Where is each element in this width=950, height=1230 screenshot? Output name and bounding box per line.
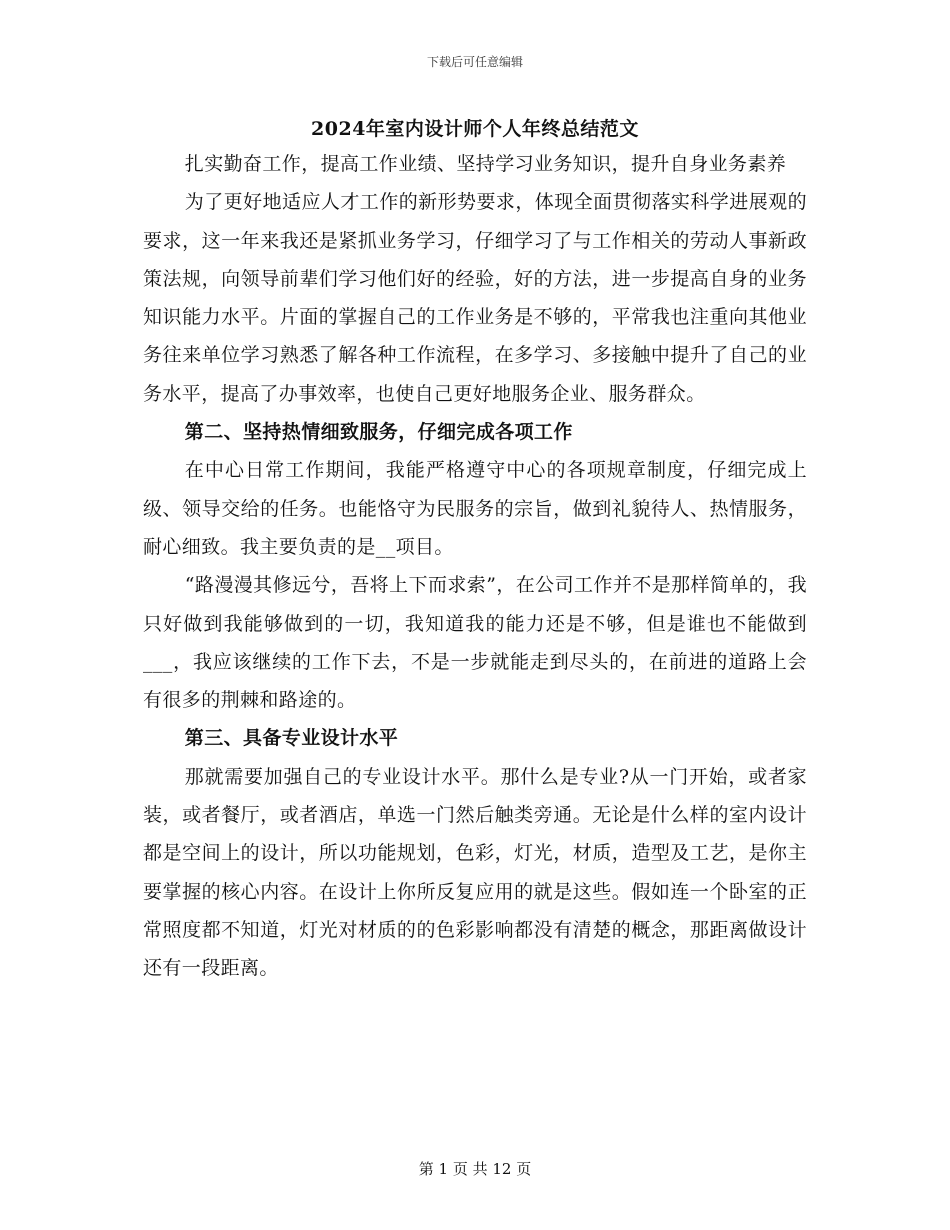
- paragraph-intro-heading: 扎实勤奋工作，提高工作业绩、坚持学习业务知识，提升自身业务素养: [184, 153, 787, 175]
- document-title: 2024年室内设计师个人年终总结范文: [311, 118, 639, 140]
- paragraph-service: 在中心日常工作期间，我能严格遵守中心的各项规章制度，仔细完成上级、领导交给的任务。也能恪守为民服务的宗旨，做到礼貌待人、热情服务，耐心细致。我主要负责的是__项目。: [143, 459, 807, 558]
- section-heading-design: 第三、具备专业设计水平: [184, 727, 399, 750]
- paragraph-design: 那就需要加强自己的专业设计水平。那什么是专业?从一门开始，或者家装，或者餐厅，或者酒店，单选一门然后触类旁通。无论是什么样的室内设计都是空间上的设计，所以功能规划，色彩，灯光，材质，造型及工艺，是你主要掌握的核心内容。在设计上你所反复应用的就是这些。假如连一个卧室的正常照度都不知道，灯光对材质的的色彩影响都没有清楚的概念，那距离做设计还有一段距离。: [143, 765, 807, 980]
- paragraph-study: 为了更好地适应人才工作的新形势要求，体现全面贯彻落实科学进展观的要求，这一年来我还是紧抓业务学习，仔细学习了与工作相关的劳动人事新政策法规，向领导前辈们学习他们好的经验，好的方法，进一步提高自身的业务知识能力水平。片面的掌握自己的工作业务是不够的，平常我也注重向其他业务往来单位学习熟悉了解各种工作流程，在多学习、多接触中提升了自己的业务水平，提高了办事效率，也使自己更好地服务企业、服务群众。: [143, 191, 807, 405]
- page-header-note: 下载后可任意编辑: [426, 55, 523, 69]
- document-body: [143, 145, 807, 988]
- section-heading-service: 第二、坚持热情细致服务，仔细完成各项工作: [184, 421, 573, 444]
- page-number: 第 1 页 共 12 页: [418, 1160, 532, 1178]
- paragraph-quote: “路漫漫其修远兮，吾将上下而求索”，在公司工作并不是那样简单的，我只好做到我能够做到的一切，我知道我的能力还是不够，但是谁也不能做到___，我应该继续的工作下去，不是一步就能走到尽头的，在前进的道路上会有很多的荆棘和路途的。: [143, 574, 807, 712]
